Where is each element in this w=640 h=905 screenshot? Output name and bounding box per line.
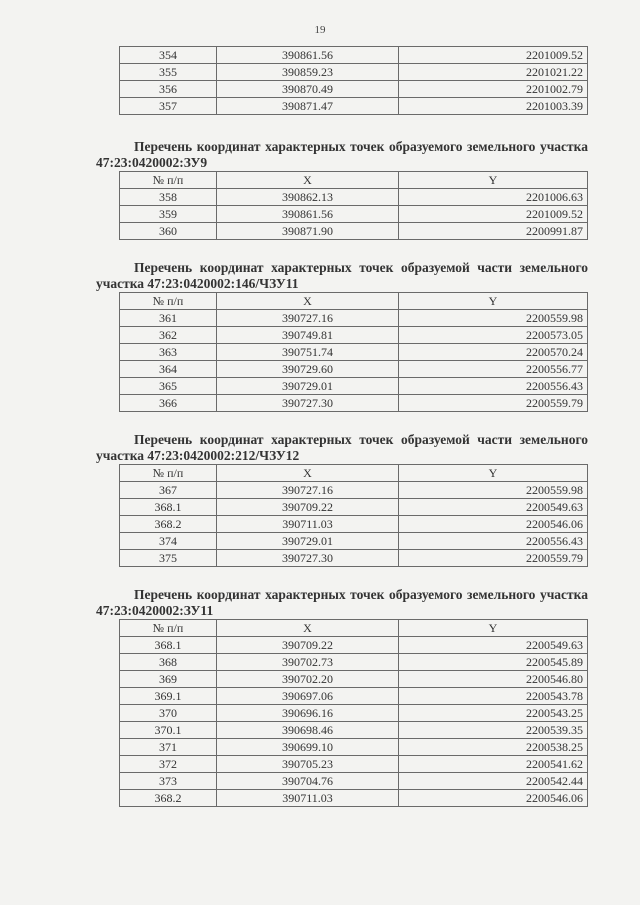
point-number-cell: 368 — [120, 654, 217, 671]
y-coordinate-cell: 2200546.80 — [399, 671, 588, 688]
point-number-cell: 369 — [120, 671, 217, 688]
coordinate-section — [96, 139, 588, 240]
table-row — [120, 344, 588, 361]
x-coordinate-cell: 390862.13 — [217, 189, 399, 206]
table-row — [120, 705, 588, 722]
column-header: Y — [399, 620, 588, 637]
column-header: X — [217, 172, 399, 189]
x-coordinate-cell: 390861.56 — [217, 206, 399, 223]
y-coordinate-cell: 2200539.35 — [399, 722, 588, 739]
table-row — [120, 756, 588, 773]
x-coordinate-cell: 390727.30 — [217, 550, 399, 567]
y-coordinate-cell: 2200538.25 — [399, 739, 588, 756]
x-coordinate-cell: 390727.30 — [217, 395, 399, 412]
coordinate-section — [96, 587, 588, 807]
table-row — [120, 654, 588, 671]
y-coordinate-cell: 2200549.63 — [399, 637, 588, 654]
point-number-cell: 375 — [120, 550, 217, 567]
point-number-cell: 359 — [120, 206, 217, 223]
table-row — [120, 378, 588, 395]
point-number-cell: 368.1 — [120, 637, 217, 654]
table-row — [120, 64, 588, 81]
point-number-cell: 372 — [120, 756, 217, 773]
table-row — [120, 499, 588, 516]
column-header: X — [217, 293, 399, 310]
x-coordinate-cell: 390749.81 — [217, 327, 399, 344]
point-number-cell: 357 — [120, 98, 217, 115]
point-number-cell: 360 — [120, 223, 217, 240]
y-coordinate-cell: 2200559.79 — [399, 550, 588, 567]
x-coordinate-cell: 390861.56 — [217, 47, 399, 64]
y-coordinate-cell: 2200556.43 — [399, 533, 588, 550]
point-number-cell: 373 — [120, 773, 217, 790]
point-number-cell: 355 — [120, 64, 217, 81]
point-number-cell: 368.2 — [120, 516, 217, 533]
section-heading-text: Перечень координат характерных точек образуемого земельного участка 47:23:0420002:ЗУ11 — [96, 587, 588, 618]
y-coordinate-cell: 2200549.63 — [399, 499, 588, 516]
point-number-cell: 368.1 — [120, 499, 217, 516]
y-coordinate-cell: 2200543.78 — [399, 688, 588, 705]
point-number-cell: 370 — [120, 705, 217, 722]
table-row — [120, 637, 588, 654]
x-coordinate-cell: 390702.73 — [217, 654, 399, 671]
section-heading — [96, 139, 588, 171]
section-heading-text: Перечень координат характерных точек образуемого земельного участка 47:23:0420002:ЗУ9 — [96, 139, 588, 170]
coordinate-table — [119, 292, 588, 412]
x-coordinate-cell: 390711.03 — [217, 516, 399, 533]
x-coordinate-cell: 390709.22 — [217, 637, 399, 654]
point-number-cell: 366 — [120, 395, 217, 412]
page-number: 19 — [314, 24, 326, 36]
point-number-cell: 362 — [120, 327, 217, 344]
point-number-cell: 368.2 — [120, 790, 217, 807]
y-coordinate-cell: 2200542.44 — [399, 773, 588, 790]
y-coordinate-cell: 2200546.06 — [399, 516, 588, 533]
y-coordinate-cell: 2201009.52 — [399, 47, 588, 64]
table-header-row — [120, 620, 588, 637]
table-row — [120, 739, 588, 756]
table-header-row — [120, 465, 588, 482]
x-coordinate-cell: 390870.49 — [217, 81, 399, 98]
coordinate-section — [96, 260, 588, 412]
table-row — [120, 688, 588, 705]
x-coordinate-cell: 390859.23 — [217, 64, 399, 81]
x-coordinate-cell: 390704.76 — [217, 773, 399, 790]
table-row — [120, 189, 588, 206]
table-row — [120, 533, 588, 550]
column-header: № п/п — [120, 465, 217, 482]
point-number-cell: 356 — [120, 81, 217, 98]
point-number-cell: 367 — [120, 482, 217, 499]
x-coordinate-cell: 390727.16 — [217, 482, 399, 499]
x-coordinate-cell: 390702.20 — [217, 671, 399, 688]
table-row — [120, 47, 588, 64]
column-header: № п/п — [120, 172, 217, 189]
table-row — [120, 81, 588, 98]
x-coordinate-cell: 390729.60 — [217, 361, 399, 378]
x-coordinate-cell: 390698.46 — [217, 722, 399, 739]
y-coordinate-cell: 2200559.79 — [399, 395, 588, 412]
y-coordinate-cell: 2200559.98 — [399, 482, 588, 499]
point-number-cell: 369.1 — [120, 688, 217, 705]
y-coordinate-cell: 2200573.05 — [399, 327, 588, 344]
y-coordinate-cell: 2200541.62 — [399, 756, 588, 773]
coordinate-section — [96, 432, 588, 567]
table-row — [120, 395, 588, 412]
y-coordinate-cell: 2200570.24 — [399, 344, 588, 361]
section-heading-text: Перечень координат характерных точек образуемой части земельного участка 47:23:0420002:146/ЧЗУ11 — [96, 260, 588, 291]
section-heading — [96, 260, 588, 292]
x-coordinate-cell: 390729.01 — [217, 533, 399, 550]
point-number-cell: 354 — [120, 47, 217, 64]
y-coordinate-cell: 2200543.25 — [399, 705, 588, 722]
column-header: Y — [399, 293, 588, 310]
x-coordinate-cell: 390729.01 — [217, 378, 399, 395]
y-coordinate-cell: 2201021.22 — [399, 64, 588, 81]
section-heading — [96, 432, 588, 464]
x-coordinate-cell: 390711.03 — [217, 790, 399, 807]
point-number-cell: 370.1 — [120, 722, 217, 739]
point-number-cell: 371 — [120, 739, 217, 756]
column-header: № п/п — [120, 293, 217, 310]
x-coordinate-cell: 390871.90 — [217, 223, 399, 240]
y-coordinate-cell: 2200546.06 — [399, 790, 588, 807]
x-coordinate-cell: 390699.10 — [217, 739, 399, 756]
table-header-row — [120, 172, 588, 189]
y-coordinate-cell: 2200545.89 — [399, 654, 588, 671]
y-coordinate-cell: 2200556.43 — [399, 378, 588, 395]
point-number-cell: 364 — [120, 361, 217, 378]
document-body — [96, 46, 588, 827]
table-row — [120, 516, 588, 533]
x-coordinate-cell: 390727.16 — [217, 310, 399, 327]
coordinate-table — [119, 464, 588, 567]
y-coordinate-cell: 2201002.79 — [399, 81, 588, 98]
table-row — [120, 722, 588, 739]
point-number-cell: 365 — [120, 378, 217, 395]
x-coordinate-cell: 390696.16 — [217, 705, 399, 722]
x-coordinate-cell: 390751.74 — [217, 344, 399, 361]
y-coordinate-cell: 2200556.77 — [399, 361, 588, 378]
column-header: № п/п — [120, 620, 217, 637]
x-coordinate-cell: 390697.06 — [217, 688, 399, 705]
coordinate-table — [119, 171, 588, 240]
column-header: X — [217, 465, 399, 482]
section-heading — [96, 587, 588, 619]
y-coordinate-cell: 2201006.63 — [399, 189, 588, 206]
x-coordinate-cell: 390705.23 — [217, 756, 399, 773]
point-number-cell: 374 — [120, 533, 217, 550]
coordinate-table — [119, 619, 588, 807]
y-coordinate-cell: 2201009.52 — [399, 206, 588, 223]
table-row — [120, 361, 588, 378]
x-coordinate-cell: 390871.47 — [217, 98, 399, 115]
point-number-cell: 363 — [120, 344, 217, 361]
section-heading-text: Перечень координат характерных точек образуемой части земельного участка 47:23:0420002:212/ЧЗУ12 — [96, 432, 588, 463]
table-row — [120, 310, 588, 327]
point-number-cell: 358 — [120, 189, 217, 206]
table-row — [120, 206, 588, 223]
table-row — [120, 671, 588, 688]
table-row — [120, 223, 588, 240]
table-row — [120, 98, 588, 115]
column-header: Y — [399, 172, 588, 189]
y-coordinate-cell: 2200991.87 — [399, 223, 588, 240]
column-header: Y — [399, 465, 588, 482]
x-coordinate-cell: 390709.22 — [217, 499, 399, 516]
point-number-cell: 361 — [120, 310, 217, 327]
coordinate-table-continuation — [119, 46, 588, 115]
table-row — [120, 550, 588, 567]
table-row — [120, 482, 588, 499]
table-row — [120, 790, 588, 807]
table-header-row — [120, 293, 588, 310]
table-row — [120, 327, 588, 344]
column-header: X — [217, 620, 399, 637]
continuation-block — [96, 46, 588, 115]
table-row — [120, 773, 588, 790]
y-coordinate-cell: 2200559.98 — [399, 310, 588, 327]
y-coordinate-cell: 2201003.39 — [399, 98, 588, 115]
